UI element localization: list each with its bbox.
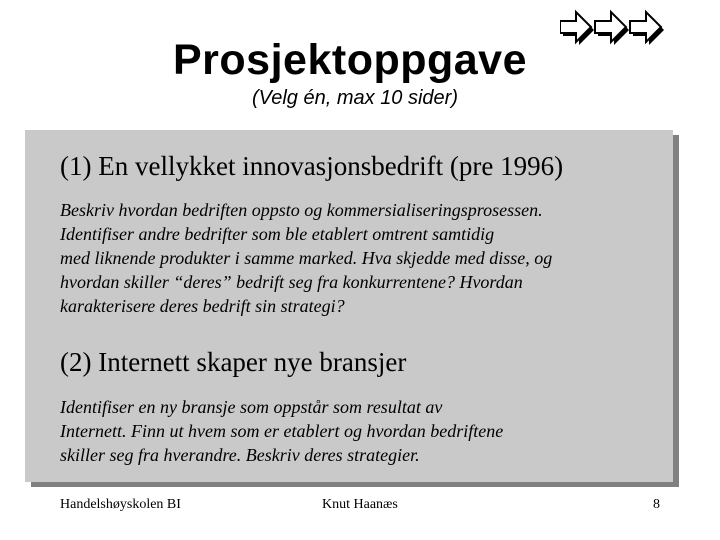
slide-title: Prosjektoppgave — [173, 36, 527, 84]
section1-line: karakterisere deres bedrift sin strategi? — [60, 296, 345, 316]
page-number: 8 — [653, 497, 660, 512]
slide-subtitle: (Velg én, max 10 sider) — [251, 87, 458, 109]
footer-institution: Handelshøyskolen BI — [60, 497, 181, 512]
section1-line: hvordan skiller “deres” bedrift seg fra konkurrentene? Hvordan — [60, 272, 523, 292]
section1-heading: (1) En vellykket innovasjonsbedrift (pre 1996) — [60, 151, 564, 181]
arrow-icons — [560, 8, 680, 50]
footer-author: Knut Haanæs — [322, 497, 398, 512]
section1-line: Beskriv hvordan bedriften oppsto og kommersialiseringsprosessen. — [60, 200, 543, 220]
section2-line: skiller seg fra hverandre. Beskriv deres strategier. — [60, 445, 420, 465]
section1-line: Identifiser andre bedrifter som ble etablert omtrent samtidig — [60, 224, 495, 244]
section2-line: Internett. Finn ut hvem som er etablert og hvordan bedriftene — [60, 421, 504, 441]
section2-line: Identifiser en ny bransje som oppstår som resultat av — [60, 397, 443, 417]
section1-line: med liknende produkter i samme marked. Hva skjedde med disse, og — [60, 248, 553, 268]
section2-heading: (2) Internett skaper nye bransjer — [60, 347, 407, 377]
